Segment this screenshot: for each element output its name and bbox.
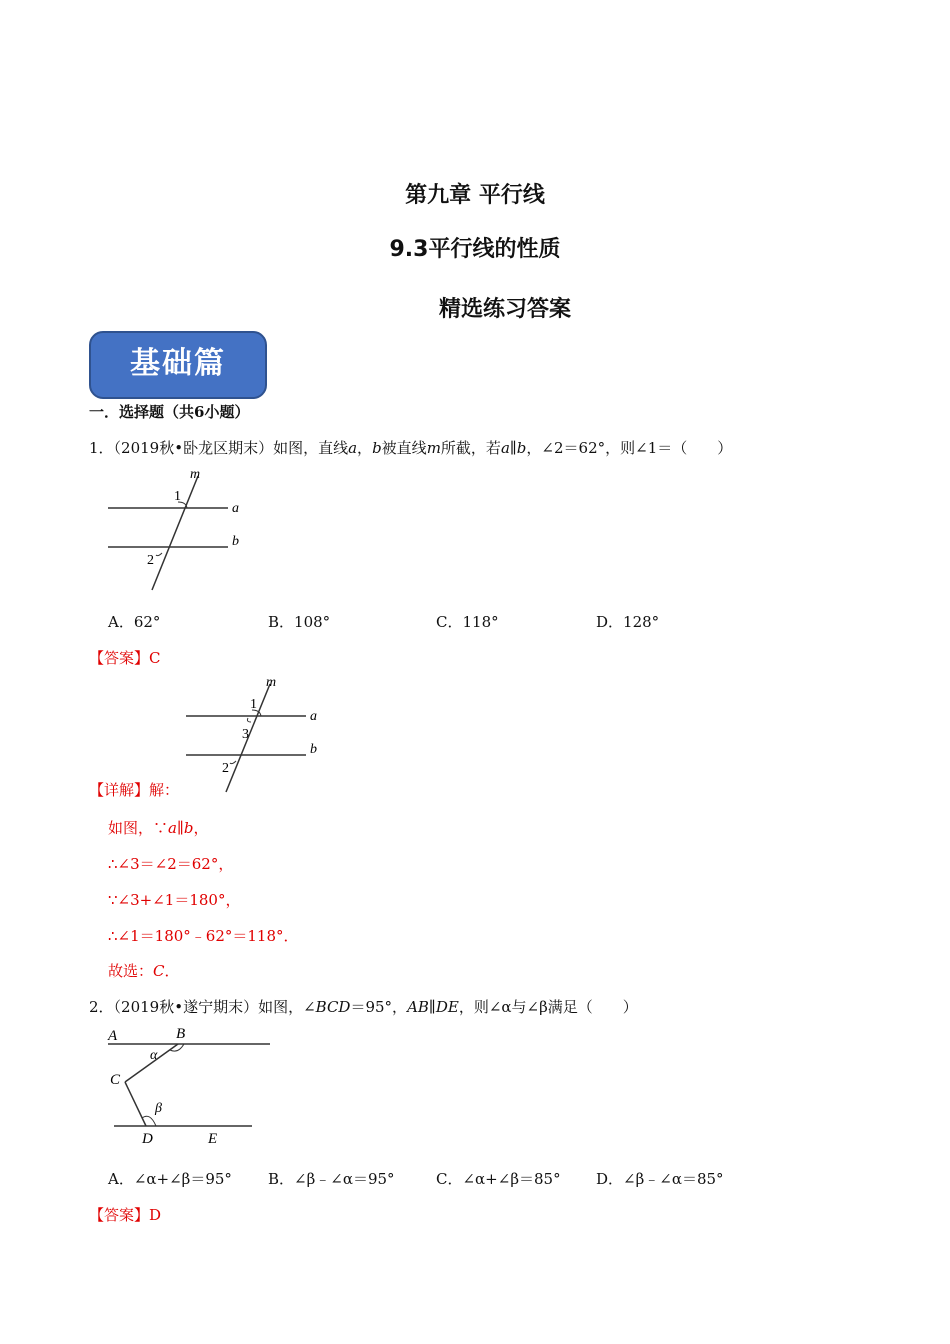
label-A: A bbox=[108, 1028, 118, 1044]
label-m: m bbox=[190, 467, 201, 482]
label-angle-2: 2 bbox=[147, 553, 154, 568]
label-angle-1: 1 bbox=[250, 697, 257, 712]
question-2-figure bbox=[100, 1022, 280, 1150]
q1-option-b[interactable]: B．108° bbox=[268, 613, 331, 631]
label-a: a bbox=[232, 501, 239, 516]
q2-option-a[interactable]: A．∠α+∠β＝95° bbox=[108, 1170, 232, 1188]
basic-level-badge: 基础篇 bbox=[89, 331, 267, 399]
label-b: b bbox=[310, 742, 317, 757]
q1-answer: 【答案】C bbox=[89, 649, 161, 667]
label-angle-3: 3 bbox=[242, 727, 249, 742]
q2-answer: 【答案】D bbox=[89, 1206, 162, 1224]
angle-2-arc bbox=[156, 553, 162, 556]
label-m: m bbox=[266, 675, 277, 690]
chapter-title: 第九章 平行线 bbox=[405, 183, 545, 208]
label-a: a bbox=[310, 709, 317, 724]
solution-step-1: 如图，∵a∥b， bbox=[108, 819, 209, 837]
label-angle-1: 1 bbox=[174, 489, 181, 504]
label-E: E bbox=[208, 1131, 218, 1147]
label-D: D bbox=[142, 1131, 153, 1147]
q1-option-c[interactable]: C．118° bbox=[436, 613, 499, 631]
angle-2-arc bbox=[230, 761, 236, 764]
q1-option-a[interactable]: A．62° bbox=[108, 613, 161, 631]
label-alpha: α bbox=[150, 1048, 158, 1063]
question-1-answer-figure bbox=[180, 672, 340, 796]
label-beta: β bbox=[155, 1101, 162, 1116]
section-title: 9.3平行线的性质 bbox=[389, 237, 561, 262]
q2-option-c[interactable]: C．∠α+∠β＝85° bbox=[436, 1170, 561, 1188]
solution-step-5: 故选：C． bbox=[108, 962, 180, 980]
segment-cd bbox=[125, 1082, 146, 1126]
question-number: 2． bbox=[89, 998, 114, 1016]
label-C: C bbox=[110, 1072, 121, 1088]
label-angle-2: 2 bbox=[222, 761, 229, 776]
question-1-figure bbox=[100, 462, 260, 594]
q1-detail-heading: 【详解】解： bbox=[89, 781, 180, 799]
question-number: 1． bbox=[89, 439, 114, 457]
label-b: b bbox=[232, 534, 239, 549]
angle-3-arc bbox=[247, 718, 251, 722]
question-source: （2019秋•卧龙区期末） bbox=[113, 439, 274, 457]
q2-option-d[interactable]: D．∠β﹣∠α＝85° bbox=[596, 1170, 724, 1188]
label-B: B bbox=[176, 1026, 186, 1042]
q1-option-d[interactable]: D．128° bbox=[596, 613, 660, 631]
solution-step-3: ∵∠3+∠1＝180°， bbox=[108, 891, 241, 909]
part-heading: 一．选择题（共6小题） bbox=[89, 403, 250, 421]
solution-step-2: ∴∠3＝∠2＝62°， bbox=[108, 855, 234, 873]
question-1-stem: 1．（2019秋•卧龙区期末）如图，直线a，b被直线m所截，若a∥b，∠2＝62°，则∠1＝（ ） bbox=[89, 439, 733, 457]
question-source: （2019秋•遂宁期末） bbox=[113, 998, 259, 1016]
subtitle: 精选练习答案 bbox=[438, 297, 571, 322]
question-2-stem: 2．（2019秋•遂宁期末）如图，∠BCD＝95°，AB∥DE，则∠α与∠β满足（ ） bbox=[89, 998, 638, 1016]
q2-option-b[interactable]: B．∠β﹣∠α＝95° bbox=[268, 1170, 395, 1188]
solution-step-4: ∴∠1＝180°﹣62°＝118°． bbox=[108, 927, 299, 945]
